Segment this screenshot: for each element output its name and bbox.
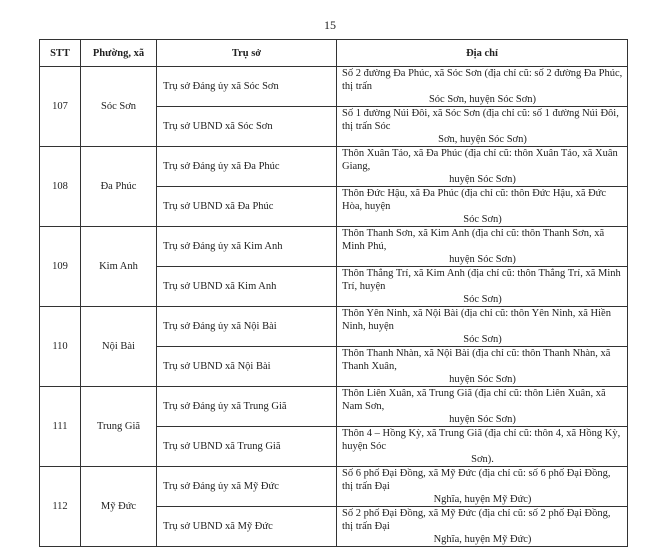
row-stt: 110 [40,307,81,387]
row-office: Trụ sở Đảng ủy xã Mỹ Đức [157,467,337,507]
address-line: Thôn Đức Hậu, xã Đa Phúc (địa chỉ cũ: thôn Đức Hậu, xã Đức Hòa, huyện [342,188,607,212]
row-office: Trụ sở Đảng ủy xã Trung Giã [157,387,337,427]
row-address [337,307,628,347]
row-office: Trụ sở UBND xã Mỹ Đức [157,507,337,547]
table-row [40,387,628,427]
row-address [337,507,628,547]
address-line: Thôn 4 – Hồng Kỳ, xã Trung Giã (địa chỉ cũ: thôn 4, xã Hồng Kỳ, huyện Sóc [342,428,621,452]
address-line: Số 2 đường Đa Phúc, xã Sóc Sơn (địa chỉ cũ: số 2 đường Đa Phúc, thị trấn [342,68,623,92]
row-stt: 109 [40,227,81,307]
row-address [337,227,628,267]
address-line: Số 1 đường Núi Đôi, xã Sóc Sơn (địa chỉ cũ: số 1 đường Núi Đôi, thị trấn Sóc [342,108,619,132]
row-ward: Đa Phúc [81,147,157,227]
header-address: Địa chỉ [337,40,628,67]
row-office: Trụ sở UBND xã Sóc Sơn [157,107,337,147]
row-address [337,187,628,227]
row-stt: 112 [40,467,81,547]
address-line: Thôn Xuân Tảo, xã Đa Phúc (địa chỉ cũ: thôn Xuân Tảo, xã Xuân Giang, [342,148,618,172]
row-address [337,147,628,187]
address-line-continued: huyện Sóc Sơn) [449,254,516,265]
row-address [337,107,628,147]
header-office: Trụ sở [157,40,337,67]
row-office: Trụ sở UBND xã Nội Bài [157,347,337,387]
row-address [337,427,628,467]
office-address-table [39,39,628,547]
row-address [337,387,628,427]
row-stt: 108 [40,147,81,227]
row-office: Trụ sở UBND xã Trung Giã [157,427,337,467]
table-row [40,307,628,347]
address-line: Thôn Yên Ninh, xã Nội Bài (địa chỉ cũ: thôn Yên Ninh, xã Hiền Ninh, huyện [342,308,611,332]
page-number: 15 [324,18,336,32]
address-line: Thôn Thanh Sơn, xã Kim Anh (địa chỉ cũ: thôn Thanh Sơn, xã Minh Phú, [342,228,605,252]
row-ward: Kim Anh [81,227,157,307]
row-office: Trụ sở Đảng ủy xã Đa Phúc [157,147,337,187]
row-office: Trụ sở UBND xã Kim Anh [157,267,337,307]
table-row [40,147,628,187]
header-stt: STT [40,40,81,67]
row-office: Trụ sở Đảng ủy xã Kim Anh [157,227,337,267]
table-header-row [40,40,628,67]
row-address [337,67,628,107]
table-row [40,67,628,107]
table-row [40,467,628,507]
address-line-continued: Sóc Sơn) [463,294,502,305]
row-address [337,267,628,307]
row-address [337,347,628,387]
address-line: Thôn Liên Xuân, xã Trung Giã (địa chỉ cũ: thôn Liên Xuân, xã Nam Sơn, [342,388,606,412]
row-office: Trụ sở UBND xã Đa Phúc [157,187,337,227]
address-line: Thôn Thanh Nhàn, xã Nội Bài (địa chỉ cũ: thôn Thanh Nhàn, xã Thanh Xuân, [342,348,611,372]
row-ward: Trung Giã [81,387,157,467]
row-office: Trụ sở Đảng ủy xã Sóc Sơn [157,67,337,107]
address-line-continued: Sóc Sơn) [463,334,502,345]
address-line-continued: huyện Sóc Sơn) [449,414,516,425]
address-line-continued: Sơn, huyện Sóc Sơn) [438,134,527,145]
address-line-continued: Sơn). [471,454,494,465]
address-line: Thôn Thắng Trí, xã Kim Anh (địa chỉ cũ: thôn Thắng Trí, xã Minh Trí, huyện [342,268,621,292]
address-line-continued: Nghĩa, huyện Mỹ Đức) [433,534,532,545]
row-stt: 107 [40,67,81,147]
row-office: Trụ sở Đảng ủy xã Nội Bài [157,307,337,347]
table-row [40,227,628,267]
address-line: Số 2 phố Đại Đồng, xã Mỹ Đức (địa chỉ cũ: số 2 phố Đại Đồng, thị trấn Đại [342,508,611,532]
address-line-continued: Sóc Sơn, huyện Sóc Sơn) [428,94,537,105]
row-ward: Sóc Sơn [81,67,157,147]
address-line: Số 6 phố Đại Đồng, xã Mỹ Đức (địa chỉ cũ: số 6 phố Đại Đồng, thị trấn Đại [342,468,611,492]
address-line-continued: Sóc Sơn) [463,214,502,225]
row-stt: 111 [40,387,81,467]
address-line-continued: huyện Sóc Sơn) [449,174,516,185]
row-address [337,467,628,507]
address-line-continued: Nghĩa, huyện Mỹ Đức) [433,494,532,505]
row-ward: Nội Bài [81,307,157,387]
address-line-continued: huyện Sóc Sơn) [449,374,516,385]
row-ward: Mỹ Đức [81,467,157,547]
header-ward: Phường, xã [81,40,157,67]
